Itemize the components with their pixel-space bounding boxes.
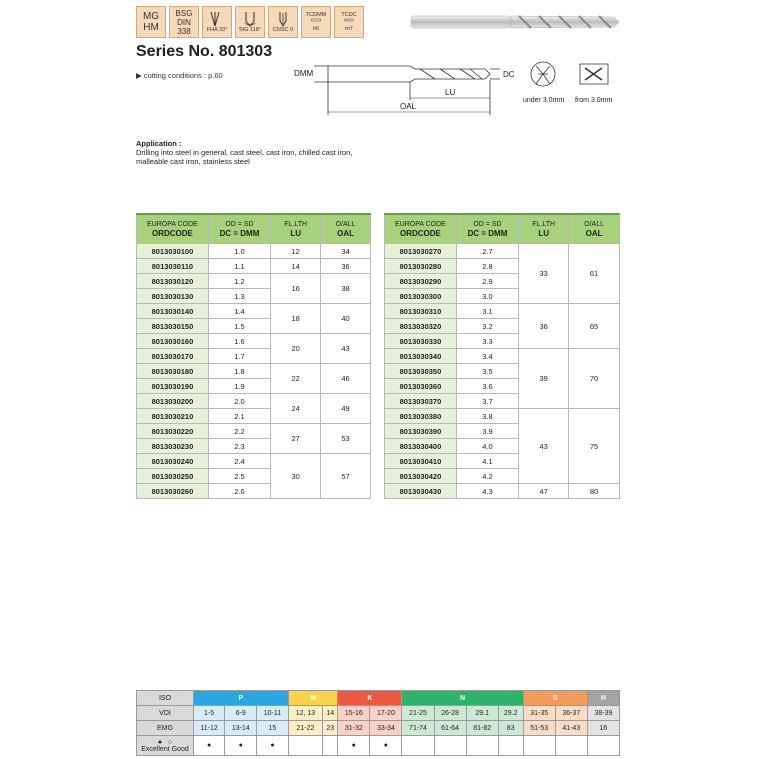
rating-cell xyxy=(587,736,619,756)
emg-value: 31-32 xyxy=(338,721,370,736)
emg-value: 81-82 xyxy=(466,721,498,736)
diameter-value: 2.5 xyxy=(208,469,270,484)
diameter-value: 2.9 xyxy=(456,274,518,289)
flute-length-value: 27 xyxy=(271,424,321,454)
diameter-value: 3.8 xyxy=(456,409,518,424)
iso-group-H: H xyxy=(587,691,619,706)
overall-length-value: 65 xyxy=(569,304,620,349)
diameter-value: 3.3 xyxy=(456,334,518,349)
good-dot-icon: ○ xyxy=(167,738,173,746)
diameter-value: 3.4 xyxy=(456,349,518,364)
overall-length-value: 57 xyxy=(321,454,371,499)
diameter-value: 3.1 xyxy=(456,304,518,319)
under-3mm-label: under 3.0mm xyxy=(523,97,565,104)
emg-value: 33-34 xyxy=(370,721,402,736)
emg-value: 21-22 xyxy=(288,721,323,736)
diameter-value: 3.2 xyxy=(456,319,518,334)
material-suitability-table xyxy=(136,690,620,756)
order-code: 8013030110 xyxy=(137,259,209,274)
vdi-value: 1-5 xyxy=(194,706,225,721)
rating-legend xyxy=(137,736,194,756)
diameter-value: 1.6 xyxy=(208,334,270,349)
order-code: 8013030300 xyxy=(385,289,457,304)
material-mg: MG xyxy=(142,11,160,22)
order-code: 8013030180 xyxy=(137,364,209,379)
iso-group-K: K xyxy=(338,691,402,706)
header-dc: OD = SD DC = DMM xyxy=(208,214,270,244)
order-code: 8013030140 xyxy=(137,304,209,319)
emg-value: 41-43 xyxy=(555,721,587,736)
diameter-value: 2.8 xyxy=(456,259,518,274)
excellent-rating-icon: ● xyxy=(225,736,257,756)
emg-value: 15 xyxy=(257,721,288,736)
rating-cell xyxy=(466,736,498,756)
flute-length-value: 47 xyxy=(519,484,569,499)
table-row xyxy=(385,484,620,499)
emg-value: 71-74 xyxy=(402,721,434,736)
emg-value: 16 xyxy=(587,721,619,736)
order-code: 8013030220 xyxy=(137,424,209,439)
table-row xyxy=(385,244,620,259)
table-row xyxy=(137,244,371,259)
cutting-conditions-text: cutting conditions : p.60 xyxy=(143,71,223,80)
rating-cell xyxy=(555,736,587,756)
excellent-dot-icon: ● xyxy=(157,738,163,746)
oal-label: OAL xyxy=(400,102,417,111)
overall-length-value: 43 xyxy=(321,334,371,364)
diameter-tolerance-value: m7 xyxy=(345,26,353,32)
order-code: 8013030200 xyxy=(137,394,209,409)
vdi-value: 17-20 xyxy=(370,706,402,721)
table-row xyxy=(385,304,620,319)
application-heading: Application : xyxy=(136,139,182,148)
excellent-rating-icon: ● xyxy=(257,736,288,756)
rating-cell xyxy=(434,736,466,756)
emg-value: 23 xyxy=(323,721,338,736)
legend-good: Good xyxy=(171,745,189,753)
order-code: 8013030290 xyxy=(385,274,457,289)
emg-value: 83 xyxy=(498,721,523,736)
rating-cell xyxy=(498,736,523,756)
flute-length-value: 20 xyxy=(271,334,321,364)
order-code: 8013030380 xyxy=(385,409,457,424)
iso-group-M: M xyxy=(288,691,338,706)
diameter-value: 2.0 xyxy=(208,394,270,409)
table-row xyxy=(137,274,371,289)
table-row xyxy=(137,454,371,469)
header-lu: FL.LTH LU xyxy=(271,214,321,244)
legend-excellent: Excellent xyxy=(141,745,170,753)
shank-tolerance-icon xyxy=(301,6,331,38)
overall-length-value: 34 xyxy=(321,244,371,259)
diameter-value: 2.6 xyxy=(208,484,270,499)
table-row xyxy=(137,394,371,409)
header-code: EUROPA CODE ORDCODE xyxy=(385,214,457,244)
emg-label: EMG xyxy=(137,721,194,736)
diameter-tolerance-label: TCDC xyxy=(341,12,357,18)
rating-cell xyxy=(402,736,434,756)
vdi-value: 38-39 xyxy=(587,706,619,721)
overall-length-value: 70 xyxy=(569,349,620,409)
cutting-conditions xyxy=(136,71,223,80)
shank-tolerance-label: TCDMM xyxy=(305,12,327,18)
vdi-value: 12, 13 xyxy=(288,706,323,721)
emg-value: 61-64 xyxy=(434,721,466,736)
overall-length-value: 49 xyxy=(321,394,371,424)
overall-length-value: 75 xyxy=(569,409,620,484)
coolant-icon xyxy=(268,6,298,38)
emg-value: 13-14 xyxy=(225,721,257,736)
coolant-label: CNSC 0 xyxy=(272,27,294,33)
vdi-value: 29.2 xyxy=(498,706,523,721)
drill-photo xyxy=(409,12,621,32)
iso-group-P: P xyxy=(194,691,289,706)
point-angle-label: SIG 118° xyxy=(239,27,261,33)
helix-angle-label: FHA 33° xyxy=(206,27,228,33)
diameter-value: 2.2 xyxy=(208,424,270,439)
order-code: 8013030430 xyxy=(385,484,457,499)
order-code: 8013030420 xyxy=(385,469,457,484)
vdi-value: 31-35 xyxy=(523,706,555,721)
order-code: 8013030100 xyxy=(137,244,209,259)
order-code: 8013030350 xyxy=(385,364,457,379)
flute-length-value: 30 xyxy=(271,454,321,499)
vdi-value: 10-11 xyxy=(257,706,288,721)
vdi-value: 21-25 xyxy=(402,706,434,721)
overall-length-value: 40 xyxy=(321,304,371,334)
excellent-rating-icon: ● xyxy=(370,736,402,756)
diameter-value: 1.8 xyxy=(208,364,270,379)
order-code: 8013030210 xyxy=(137,409,209,424)
table-row xyxy=(385,349,620,364)
order-code: 8013030120 xyxy=(137,274,209,289)
excellent-rating-icon: ● xyxy=(194,736,225,756)
rating-cell xyxy=(288,736,323,756)
diameter-value: 3.6 xyxy=(456,379,518,394)
diameter-value: 1.7 xyxy=(208,349,270,364)
overall-length-value: 38 xyxy=(321,274,371,304)
standard-icon xyxy=(169,6,199,38)
overall-length-value: 53 xyxy=(321,424,371,454)
lu-label: LU xyxy=(445,88,456,97)
order-code: 8013030370 xyxy=(385,394,457,409)
iso-group-S: S xyxy=(523,691,587,706)
vdi-value: 14 xyxy=(323,706,338,721)
table-row xyxy=(137,334,371,349)
order-code: 8013030410 xyxy=(385,454,457,469)
order-code: 8013030150 xyxy=(137,319,209,334)
header-dc: OD = SD DC = DMM xyxy=(456,214,518,244)
order-code: 8013030310 xyxy=(385,304,457,319)
header-lu: FL.LTH LU xyxy=(519,214,569,244)
point-angle-icon xyxy=(235,6,265,38)
flute-length-value: 33 xyxy=(519,244,569,304)
diameter-value: 1.1 xyxy=(208,259,270,274)
order-code: 8013030160 xyxy=(137,334,209,349)
header-oal: O/ALL OAL xyxy=(569,214,620,244)
standard-line-1: BSG xyxy=(175,8,193,18)
from-3mm-label: from 3.0mm xyxy=(575,97,613,104)
diameter-value: 2.3 xyxy=(208,439,270,454)
iso-label: ISO xyxy=(137,691,194,706)
dc-label: DC xyxy=(503,70,515,79)
material-icon xyxy=(136,6,166,38)
material-hm: HM xyxy=(143,22,159,33)
order-code: 8013030170 xyxy=(137,349,209,364)
vdi-label: VDI xyxy=(137,706,194,721)
flute-length-value: 14 xyxy=(271,259,321,274)
order-code: 8013030250 xyxy=(137,469,209,484)
diameter-value: 1.2 xyxy=(208,274,270,289)
flute-length-value: 43 xyxy=(519,409,569,484)
flute-length-value: 36 xyxy=(519,304,569,349)
iso-group-N: N xyxy=(402,691,523,706)
flute-length-value: 12 xyxy=(271,244,321,259)
order-code: 8013030390 xyxy=(385,424,457,439)
vdi-value: 6-9 xyxy=(225,706,257,721)
order-code: 8013030240 xyxy=(137,454,209,469)
diameter-value: 3.5 xyxy=(456,364,518,379)
diameter-value: 2.4 xyxy=(208,454,270,469)
table-row xyxy=(137,364,371,379)
order-code: 8013030270 xyxy=(385,244,457,259)
diameter-value: 2.7 xyxy=(456,244,518,259)
flute-length-value: 16 xyxy=(271,274,321,304)
diameter-value: 1.9 xyxy=(208,379,270,394)
overall-length-value: 46 xyxy=(321,364,371,394)
diameter-value: 3.0 xyxy=(456,289,518,304)
standard-line-2: DIN xyxy=(177,17,191,27)
diameter-value: 4.0 xyxy=(456,439,518,454)
vdi-value: 29.1 xyxy=(466,706,498,721)
property-icon-row xyxy=(136,6,364,38)
flute-length-value: 18 xyxy=(271,304,321,334)
bullet-icon: ▶ xyxy=(136,71,142,80)
shank-tolerance-value: h6 xyxy=(312,26,320,32)
series-title: Series No. 801303 xyxy=(136,43,273,60)
application-text: Drilling into steel in general, cast steel, cast iron, chilled cast iron, malleable cast iron, stainless steel xyxy=(136,148,353,166)
diameter-value: 1.4 xyxy=(208,304,270,319)
emg-value: 11-12 xyxy=(194,721,225,736)
diameter-value: 1.5 xyxy=(208,319,270,334)
diameter-value: 1.3 xyxy=(208,289,270,304)
rating-cell xyxy=(523,736,555,756)
product-table-right xyxy=(384,213,620,499)
vdi-value: 36-37 xyxy=(555,706,587,721)
drill-diagram xyxy=(290,60,630,120)
order-code: 8013030190 xyxy=(137,379,209,394)
standard-line-3: 338 xyxy=(177,26,191,36)
product-table-left xyxy=(136,213,371,499)
order-code: 8013030360 xyxy=(385,379,457,394)
flute-length-value: 22 xyxy=(271,364,321,394)
header-oal: O/ALL OAL xyxy=(321,214,371,244)
order-code: 8013030400 xyxy=(385,439,457,454)
flute-length-value: 24 xyxy=(271,394,321,424)
diameter-tolerance-icon xyxy=(334,6,364,38)
diameter-value: 3.7 xyxy=(456,394,518,409)
order-code: 8013030230 xyxy=(137,439,209,454)
diameter-value: 3.9 xyxy=(456,424,518,439)
table-row xyxy=(385,409,620,424)
diameter-value: 1.0 xyxy=(208,244,270,259)
flute-length-value: 39 xyxy=(519,349,569,409)
overall-length-value: 36 xyxy=(321,259,371,274)
order-code: 8013030330 xyxy=(385,334,457,349)
vdi-value: 26-28 xyxy=(434,706,466,721)
order-code: 8013030130 xyxy=(137,289,209,304)
overall-length-value: 61 xyxy=(569,244,620,304)
order-code: 8013030280 xyxy=(385,259,457,274)
header-code: EUROPA CODE ORDCODE xyxy=(137,214,209,244)
diameter-value: 2.1 xyxy=(208,409,270,424)
vdi-value: 15-16 xyxy=(338,706,370,721)
order-code: 8013030320 xyxy=(385,319,457,334)
table-row xyxy=(137,424,371,439)
order-code: 8013030260 xyxy=(137,484,209,499)
diameter-value: 4.2 xyxy=(456,469,518,484)
emg-value: 51-53 xyxy=(523,721,555,736)
table-row xyxy=(137,259,371,274)
table-row xyxy=(137,304,371,319)
helix-angle-icon xyxy=(202,6,232,38)
rating-cell xyxy=(323,736,338,756)
dmm-label: DMM xyxy=(294,69,314,78)
overall-length-value: 80 xyxy=(569,484,620,499)
order-code: 8013030340 xyxy=(385,349,457,364)
diameter-value: 4.1 xyxy=(456,454,518,469)
excellent-rating-icon: ● xyxy=(338,736,370,756)
diameter-value: 4.3 xyxy=(456,484,518,499)
